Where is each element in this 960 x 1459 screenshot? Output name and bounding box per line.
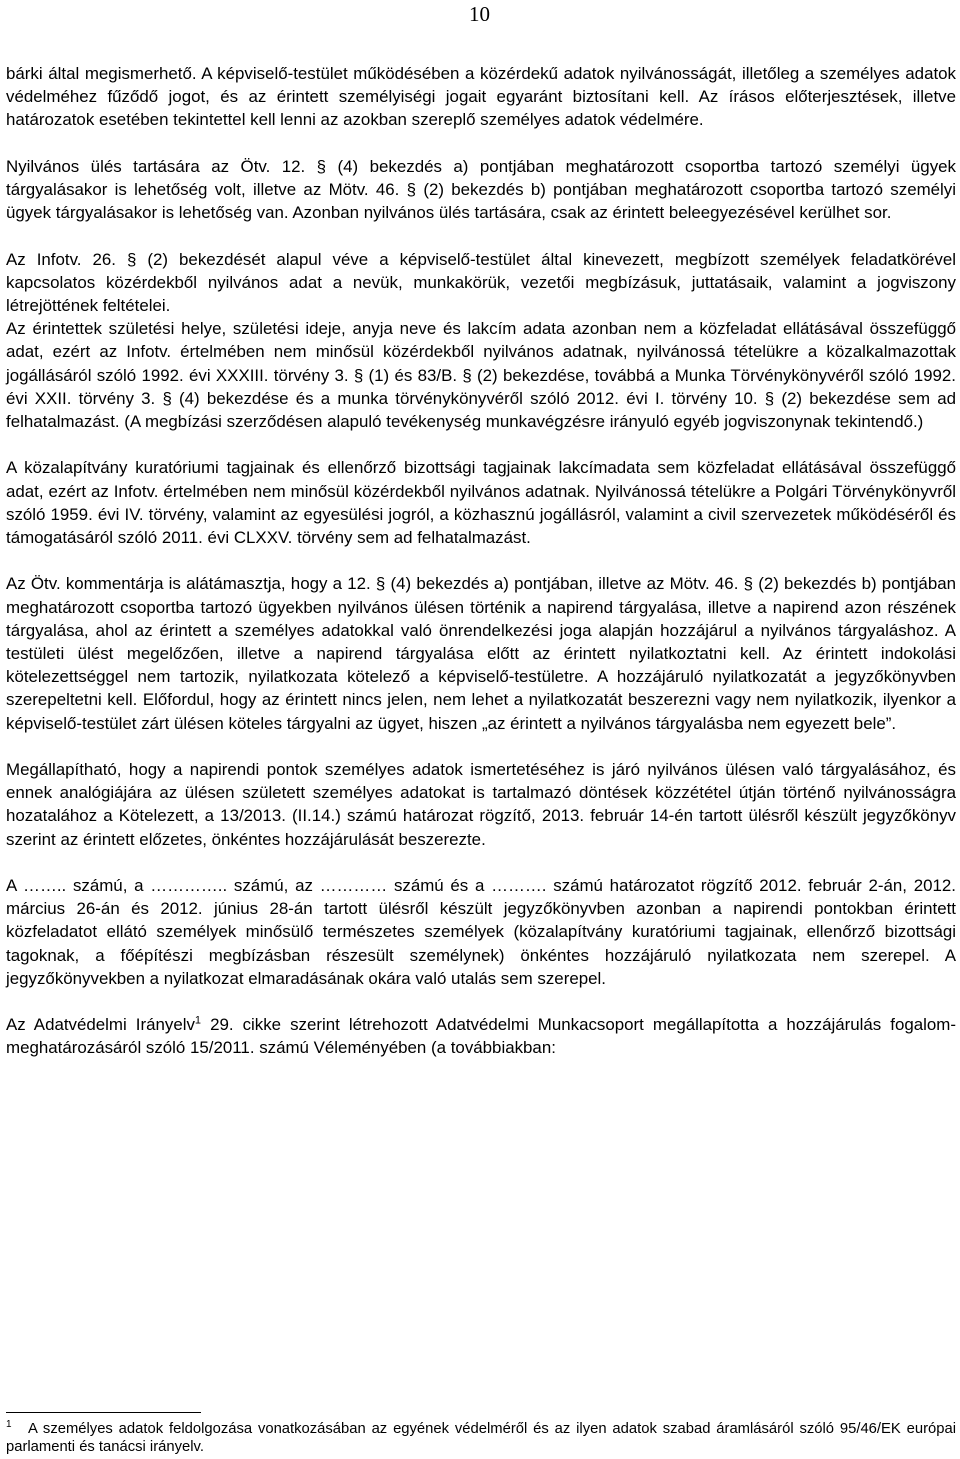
paragraph-8: A …….. számú, a ………….. számú, az ………… számú és a ………. számú határozatot rögzítő 2012. február 2-án, 2012. március 26-án és 2012. június 28-án tartott ülésről készült jegyzőkönyvben azonban a napirendi pontokban érintett közfeladatot ellátó személyek minősülő természetes személyek (közalapítvány kuratóriumi tagjainak, ellenőrző bizottsági tagoknak, a főépítészi megbízásban részesült személynek) önkéntes hozzájáruló nyilatkozata nem szerepel. A jegyzőkönyvekben a nyilatkozat elmaradásának okára való utalás sem szerepel. [6,876,956,988]
footnote-number: 1 [6,1419,12,1431]
paragraph-9-text-start: Az Adatvédelmi Irányelv [6,1015,195,1035]
footnote-reference[interactable]: 1 [194,1014,202,1027]
footnote-marker [6,1420,28,1438]
paragraph-3: Az Infotv. 26. § (2) bekezdését alapul véve a képviselő-testület által kinevezett, megbízott személyek feladatkörével kapcsolatos közérdekből nyilvános adat a nevük, munkakörük, vezetői megbízásuk, juttatásaik, valamint a jogviszony létrejöttének feltételei. [6,249,956,315]
paragraph-4: Az érintettek születési helye, születési ideje, anyja neve és lakcím adata azonban nem a közfeladat ellátásával összefüggő adat, ezért az Infotv. értelmében nem minősül közérdekből nyilvános adatnak, nyilvánossá tételükre a közalkalmazottak jogállásáról szóló 1992. évi XXXIII. törvény 3. § (1) és 83/B. § (2) bekezdése, továbbá a Munka Törvénykönyvéről szóló 1992. évi XXII. törvény 3. § (4) bekezdése és a munka törvénykönyvéről szóló 2012. évi I. törvény 10. § (2) bekezdése sem ad felhatalmazást. (A megbízási szerződésen alapuló tevékenység munkavégzésre irányuló egyéb jogviszonynak tekintendő.) [6,319,956,432]
paragraph-1: bárki által megismerhető. A képviselő-testület működésében a közérdekű adatok nyilvánosságát, illetőleg a személyes adatok védelméhez fűződő jogot, és az érintett személyiségi jogait egyaránt biztosítani kell. Az írásos előterjesztések, illetve határozatok esetében tekintettel kell lenni az azokban szereplő személyes adatok védelmére. [6,64,956,130]
footnote [6,1420,956,1456]
paragraph-9-text-end: 29. cikke szerint létrehozott Adatvédelmi Munkacsoport megállapította a hozzájárulás fogalom-meghatározásáról szóló 15/2011. számú Véleményében (a továbbiakban: [6,1015,956,1058]
paragraph-6: Az Ötv. kommentárja is alátámasztja, hogy a 12. § (4) bekezdés a) pontjában, illetve az Mötv. 46. § (2) bekezdés b) pontjában meghatározott csoportba tartozó ügyekben nyilvános ülésen történik a napirend tárgyalása, illetve a napirend azon részének tárgyalása, ahol az érintett a személyes adatokkal való önrendelkezési joga alapján hozzájárul a nyilvános tárgyaláshoz. A testületi ülést megelőzően, illetve a napirend tárgyalása előtt az érintett nyilatkoztatni kell. Az érintett indokolási kötelezettséggel nem tartozik, nyilatkozata kötelező a képviselő-testületre. A hozzájáruló nyilatkozatát a jegyzőkönyvben szerepeltetni kell. Előfordul, hogy az érintett nincs jelen, nem lehet a nyilatkozatát beszerezni vagy nem nyilatkozik, ilyenkor a képviselő-testület zárt ülésen köteles tárgyalni az ügyet, hiszen „az érintett a nyilvános tárgyalásba nem egyezett bele”. [6,574,956,733]
paragraph-5: A közalapítvány kuratóriumi tagjainak és ellenőrző bizottsági tagjainak lakcímadata sem közfeladat ellátásával összefüggő adat, ezért az Infotv. értelmében nem minősül közérdekből nyilvános adatnak. Nyilvánossá tételükre a Polgári Törvénykönyvről szóló 1959. évi IV. törvény, valamint az egyesülési jogról, a közhasznú jogállásról, valamint a civil szervezetek működéséről és támogatásáról szóló 2011. évi CLXXV. törvény sem ad felhatalmazást. [6,458,956,548]
paragraph-2: Nyilvános ülés tartására az Ötv. 12. § (4) bekezdés a) pontjában meghatározott csoportba tartozó személyi ügyek tárgyalásakor is lehetőség volt, illetve az Mötv. 46. § (2) bekezdés b) pontjában meghatározott csoportba tartozó személyi ügyek tárgyalásakor is lehetőség van. Azonban nyilvános ülés tartására, csak az érintett beleegyezésével kerülhet sor. [6,156,956,223]
document-body [6,62,956,1060]
footnote-text: A személyes adatok feldolgozása vonatkozásában az egyének védelméről és az ilyen adatok szabad áramlásáról szóló 95/46/EK európai parlamenti és tanácsi irányelv. [6,1421,956,1455]
page-number: 10 [469,2,490,26]
paragraph-9 [6,1013,956,1059]
paragraph-7: Megállapítható, hogy a napirendi pontok személyes adatok ismertetéséhez is járó nyilvános ülésen való tárgyalásához, és ennek analógiájára az ülésen született személyes adatokat is tartalmazó döntések közzététel útján történő nyilvánosságra hozatalához a Kötelezett, a 13/2013. (II.14.) számú határozat rögzítő, 2013. február 14-én tartott ülésről készült jegyzőkönyv szerint az érintett előzetes, önkéntes hozzájárulását beszerezte. [6,760,956,849]
footnote-divider [6,1412,201,1413]
